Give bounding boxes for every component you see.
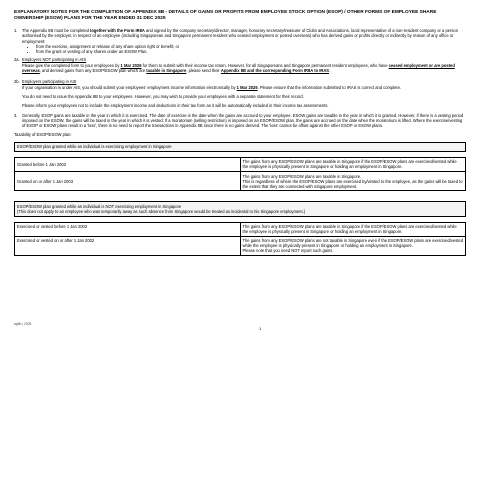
- paragraph: Please inform your employees not to include the employment income and deductions in their tax form as it will be automatically included in their income tax assessments.: [22, 103, 329, 109]
- bullet-item: • from the grant or vesting of any shares under an ESOW Plan.: [36, 49, 466, 54]
- section-body: [22, 28, 466, 54]
- table-header-title: ESOP/ESOW plan granted while an individual is NOT exercising employment in Singapore: [17, 203, 182, 209]
- table-cell-rule: [240, 172, 466, 191]
- document-page: [14, 10, 466, 266]
- text: and signed by the company secretary/director, manager, honorary secretary/treasurer of Clubs and Associations, local representative of a non-resident company or a person authorised by the employer, in respect of an employee (including Singaporean and Singapore permanent resident who ceased employment or posted overseas) who has derived gains or profits directly or indirectly by reason of any office or employment:: [22, 28, 458, 44]
- table-row: [15, 157, 466, 171]
- section-heading: Employers NOT participating in AIS: [22, 57, 87, 63]
- table-row: [15, 222, 466, 236]
- table-header-row: [15, 202, 466, 216]
- section-2b: [14, 79, 466, 108]
- paragraph: [22, 85, 466, 90]
- form-code: ap8b | 2025: [14, 322, 32, 326]
- emphasis: taxable in Singapore: [146, 68, 187, 74]
- section-number: 2b.: [14, 79, 20, 85]
- bullet-item: • from the exercise, assignment or release of any share option right or benefit; or: [36, 44, 466, 49]
- section-number: 1.: [14, 28, 18, 33]
- table-cell-condition: Exercised or vested on or after 1 Jan 2002: [15, 236, 241, 255]
- section-number: 3.: [14, 112, 18, 118]
- paragraph: [22, 63, 466, 74]
- table-row: [15, 172, 466, 191]
- table-cell-rule: The gains from any ESOP/ESOW plans are taxable in Singapore if the ESOP/ESOW plans are exercised/vested while the employee is physically present in Singapore or holding an employment in Singapore.: [240, 222, 466, 236]
- section-heading: Employers participating in AIS: [22, 79, 77, 85]
- document-title: EXPLANATORY NOTES FOR THE COMPLETION OF APPENDIX 8B - DETAILS OF GAINS OR PROFITS FROM EMPLOYEE STOCK OPTION (ESOP) / OTHER FORMS OF EMPLOYEE SHARE OWNERSHIP (ESOW) PLANS FOR THE YEAR ENDED 31 DEC 2025: [14, 10, 437, 21]
- table-header-note: (This does not apply to an employee who was temporarily away as such absence from Singapore would be treated as incidental to his Singapore employment.): [17, 208, 306, 214]
- taxability-table-2: [14, 201, 466, 256]
- table-header: [15, 202, 466, 216]
- rule-line: This is regardless of where the ESOP/ESOW plans are exercised by/vested to the employee, as the gains will be taxed to the extent that they are connected with Singapore employment.: [242, 178, 463, 189]
- text: The Appendix 8B must be completed: [22, 28, 91, 33]
- text: . Please ensure that the information submitted to IRAS is correct and complete.: [257, 84, 401, 90]
- rule-line: The gains from any ESOP/ESOW plans are not taxable in Singapore even if the ESOP/ESOW plans are exercised/vested while the employee is physically present in Singapore or holding an employment in Singapore.: [242, 238, 463, 249]
- table-cell-rule: [240, 236, 466, 255]
- emphasis: Appendix 8B and the corresponding Form IR8A to IRAS: [220, 68, 330, 74]
- page-number: 1: [259, 326, 262, 331]
- section-3: [14, 113, 466, 129]
- rule-line: Please note that you need NOT report such gains.: [242, 248, 334, 254]
- bullet-list: [22, 44, 466, 55]
- table-cell-rule: The gains from any ESOP/ESOW plans are taxable in Singapore if the ESOP/ESOW plans are exercised/vested while the employee is physically present in Singapore or holding an employment in Singapore.: [240, 157, 466, 171]
- paragraph: You do not need to issue the Appendix 8B to your employees. However, you may wish to provide your employees with a separate statement for their record.: [22, 93, 304, 99]
- emphasis: 1 Mar 2026: [120, 62, 142, 68]
- text: , and derived gains from any ESOP/ESOW plan which are: [39, 68, 147, 74]
- table-header-row: [15, 142, 466, 151]
- text: for them to submit with their income tax return. However, for all Singaporeans and Singapore permanent resident employees, who have: [141, 62, 389, 68]
- table-cell-condition: Granted before 1 Jan 2003: [15, 157, 241, 171]
- table-row: [15, 236, 466, 255]
- text: , please send their: [186, 68, 221, 74]
- emphasis: 1 Mar 2026: [236, 84, 258, 90]
- section-2a: [14, 57, 466, 73]
- section-body: Generally, ESOP gains are taxable in the year in which it is exercised. The date of exercise is the date when the gains are accrued to your employee. ESOW gains are taxable in the year in which it is granted. However, if there is a vesting period imposed on the ESOW, the gains will be taxed in the year in which it is vested. If a moratorium (selling restriction) is imposed on an ESOP/ESOW plan, the gains are accrued on the date when the moratorium is lifted. Where the exercise/vesting of ESOP or ESOW plans result in a 'loss', there is no need to report the transactions in Appendix 8B since there is no gains derived. The 'loss' cannot be offset against the other ESOP or ESOW plans.: [22, 112, 464, 129]
- text: If your organisation is under AIS, you should submit your employees' employment income information electronically by: [22, 84, 237, 90]
- emphasis: ceased employment or are posted overseas: [22, 62, 455, 74]
- rule-line: The gains from any ESOP/ESOW plans are taxable in Singapore.: [242, 173, 362, 179]
- section-body: [22, 79, 466, 108]
- table-header: ESOP/ESOW plan granted while an individual is exercising employment in Singapore: [15, 142, 466, 151]
- taxability-label: Taxability of ESOP/ESOW plan:: [14, 132, 72, 138]
- emphasis: together with the Form IR8A: [90, 28, 145, 33]
- table-cell-condition: Granted on or after 1 Jan 2003: [15, 172, 241, 191]
- taxability-table-1: [14, 142, 466, 192]
- section-number: 2a.: [14, 57, 20, 63]
- text: Please give the completed form to your employees by: [22, 62, 121, 68]
- table-cell-condition: Exercised or vested before 1 Jan 2002: [15, 222, 241, 236]
- section-body: [22, 57, 466, 73]
- text: .: [329, 68, 331, 74]
- section-1: [14, 28, 466, 54]
